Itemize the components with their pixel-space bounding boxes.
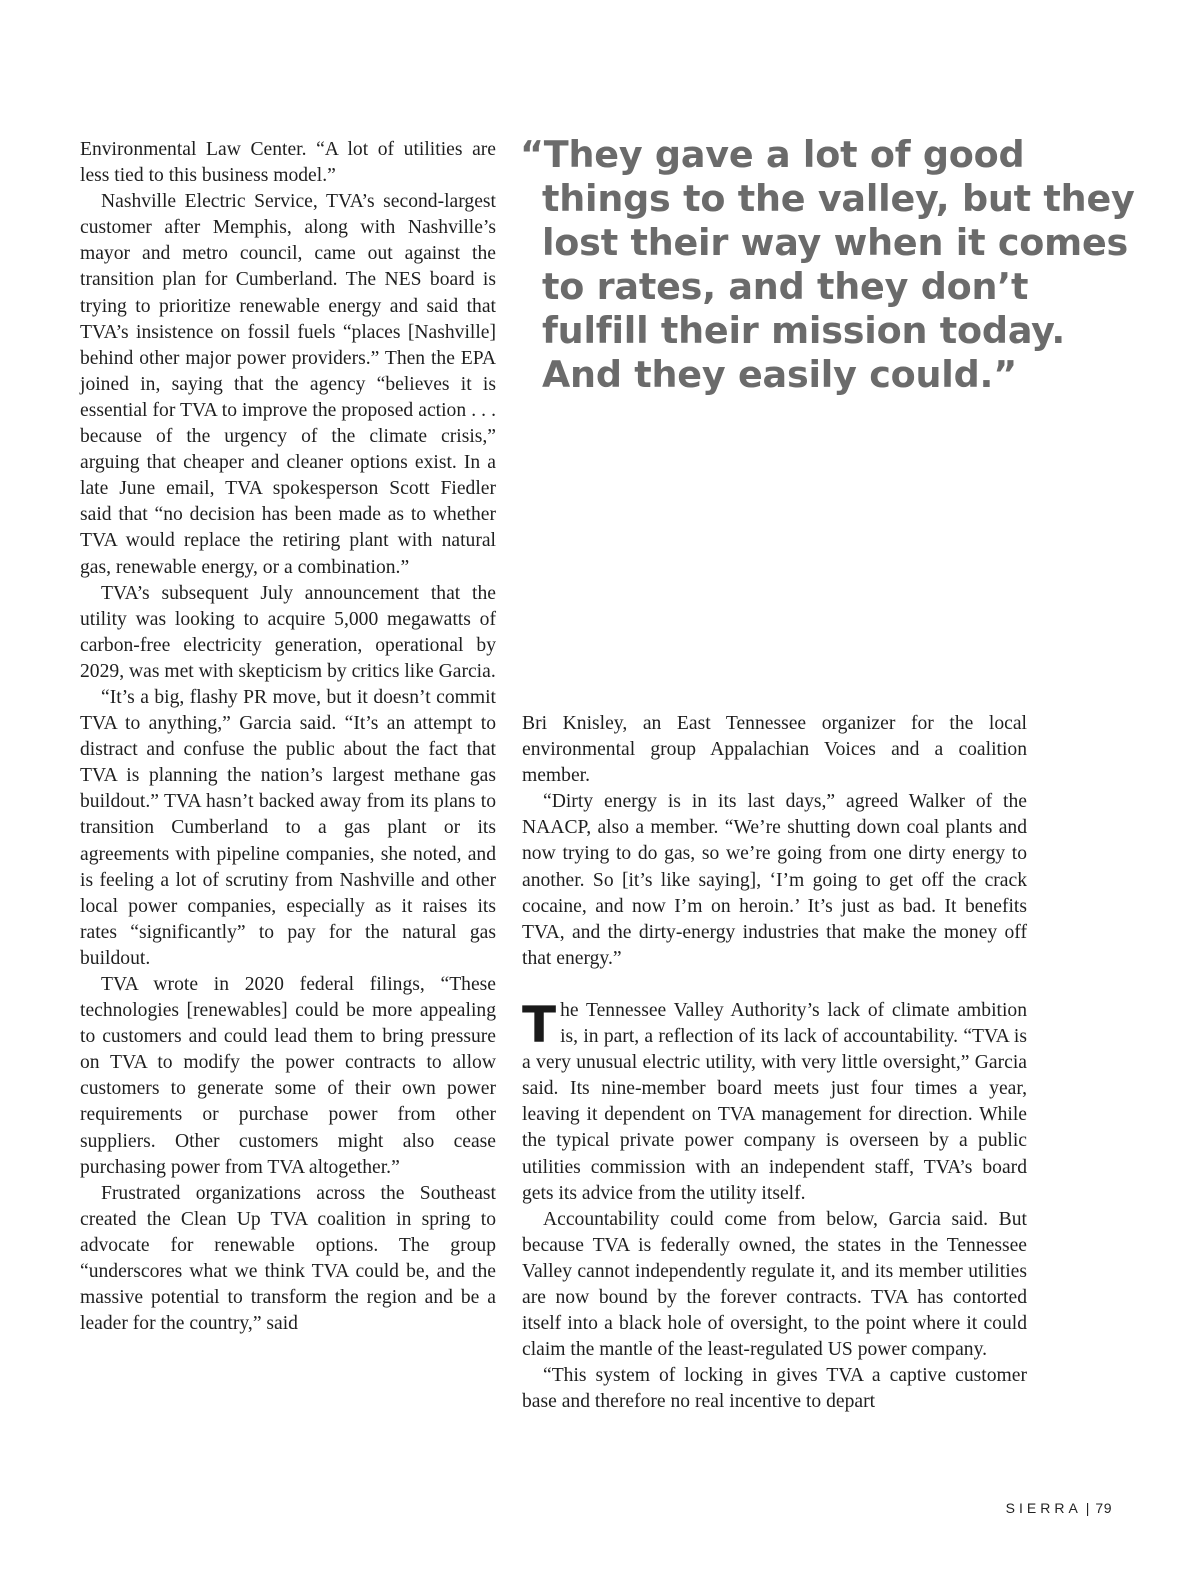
pull-quote-line: fulfill their mission today. — [542, 309, 1066, 352]
paragraph: “Dirty energy is in its last days,” agreed Walker of the NAACP, also a member. “We’re shutting down coal plants and now trying to do gas, so we’re going from one dirty energy to another. So [it’s like saying], ‘I’m going to get off the crack cocaine, and now I’m on heroin.’ It’s just as bad. It benefits TVA, and the dirty-energy industries that make the money off that energy.” — [522, 791, 1027, 969]
left-text-column — [80, 137, 496, 1337]
paragraph: TVA’s subsequent July announcement that the utility was looking to acquire 5,000 megawatts of carbon-free electricity generation, operational by 2029, was met with skepticism by critics like Garcia. — [80, 582, 496, 682]
drop-cap: T — [522, 995, 557, 1054]
pull-quote-line: things to the valley, but they — [542, 177, 1135, 220]
paragraph: “This system of locking in gives TVA a captive customer base and therefore no real incentive to depart — [522, 1365, 1027, 1413]
pull-quote-line: And they easily could.” — [542, 353, 1017, 396]
paragraph: TVA wrote in 2020 federal filings, “These technologies [renewables] could be more appealing to customers and could lead them to bring pressure on TVA to modify the power contracts to allow customers to generate some of their own power requirements or purchase power from other suppliers. Other customers might also cease purchasing power from TVA altogether.” — [80, 974, 496, 1178]
folio-separator: | — [1085, 1500, 1090, 1516]
pull-quote — [520, 133, 1135, 397]
paragraph: Environmental Law Center. “A lot of utilities are less tied to this business model.” — [80, 139, 496, 187]
page-number: 79 — [1095, 1500, 1112, 1516]
pull-quote-line: “They gave a lot of good — [520, 133, 1025, 176]
page-folio — [1006, 1500, 1112, 1516]
section-opening-paragraph — [522, 995, 1027, 1207]
paragraph: “It’s a big, flashy PR move, but it doesn’t commit TVA to anything,” Garcia said. “It’s an attempt to distract and confuse the public about the fact that TVA is planning the nation’s largest methane gas buildout.” TVA hasn’t backed away from its plans to transition Cumberland to a gas plant or its agreements with pipeline companies, she noted, and is feeling a lot of scrutiny from Nashville and other local power companies, especially as it raises its rates “significantly” to pay for the natural gas buildout. — [80, 686, 496, 969]
pull-quote-line: lost their way when it comes — [542, 221, 1129, 264]
paragraph: Nashville Electric Service, TVA’s second-largest customer after Memphis, along with Nashville’s mayor and metro council, came out against the transition plan for Cumberland. The NES board is trying to prioritize renewable energy and said that TVA’s insistence on fossil fuels “places [Nashville] behind other major power providers.” Then the EPA joined in, saying that the agency “believes it is essential for TVA to improve the proposed action . . . because of the urgency of the climate crisis,” arguing that cheaper and cleaner options exist. In a late June email, TVA spokesperson Scott Fiedler said that “no decision has been made as to whether TVA would replace the retiring plant with natural gas, renewable energy, or a combination.” — [80, 191, 496, 578]
paragraph: Accountability could come from below, Garcia said. But because TVA is federally owned, the states in the Tennessee Valley cannot independently regulate it, and its member utilities are now bound by the forever contracts. TVA has contorted itself into a black hole of oversight, to the point where it could claim the mantle of the least-regulated US power company. — [522, 1208, 1027, 1361]
paragraph: Frustrated organizations across the Southeast created the Clean Up TVA coalition in spring to advocate for renewable options. The group “underscores what we think TVA could be, and the massive potential to transform the region and be a leader for the country,” said — [80, 1182, 496, 1335]
paragraph: Bri Knisley, an East Tennessee organizer for the local environmental group Appalachian Voices and a coalition member. — [522, 713, 1027, 787]
pull-quote-line: to rates, and they don’t — [542, 265, 1029, 308]
right-text-column — [522, 711, 1027, 1415]
magazine-name: SIERRA — [1005, 1500, 1082, 1516]
paragraph-text: he Tennessee Valley Authority’s lack of climate ambition is, in part, a reflection of its lack of accountability. “TVA is a very unusual electric utility, with very little oversight,” Garcia said. Its nine-member board meets just four times a year, leaving it dependent on TVA management for direction. While the typical private power company is overseen by a public utilities commission with an independent staff, TVA’s board gets its advice from the utility itself. — [522, 999, 1027, 1204]
